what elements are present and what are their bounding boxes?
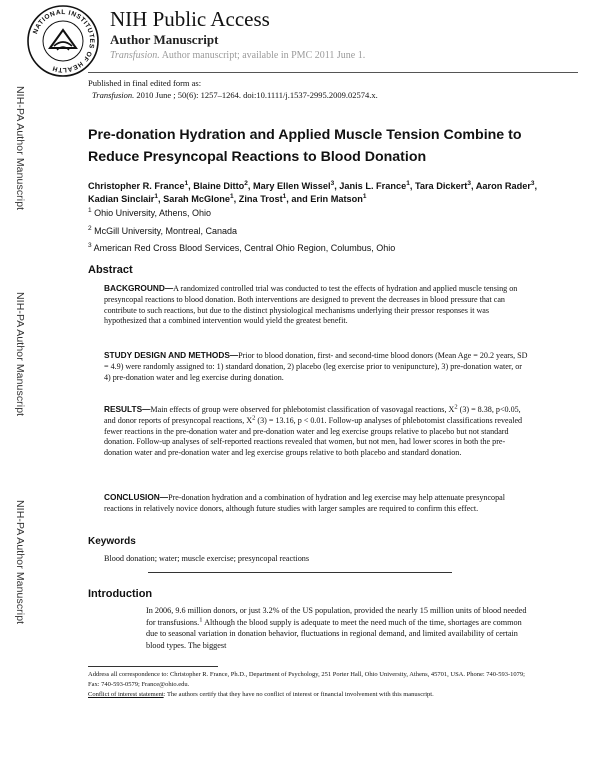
correspondence-footnote: Address all correspondence to: Christopher R. France, Ph.D., Department of Psychology, 251 Porter Hall, Ohio University, Athens, 45701, USA. Phone: 740-593-1079; Fax: 740-593-0579; France@ohio.edu. <box>88 671 525 688</box>
conflict-footnote: Conflict of interest statement: The authors certify that they have no conflict of interest or financial involvement with this manuscript. <box>88 691 434 698</box>
svg-text:NATIONAL INSTITUTES OF HEALTH: NATIONAL INSTITUTES OF HEALTH <box>32 8 96 74</box>
margin-label-middle: NIH-PA Author Manuscript <box>14 292 26 417</box>
keywords-heading: Keywords <box>88 536 136 547</box>
affiliation: $^3$ American Red Cross Blood Services, Central Ohio Region, Columbus, Ohio <box>88 242 396 253</box>
affiliation: $^1$ Ohio University, Athens, Ohio <box>88 207 212 218</box>
title-line-2: Reduce Presyncopal Reactions to Blood Donation <box>88 149 427 165</box>
footnotes <box>88 670 528 700</box>
author-list: Christopher R. France$^1$, Blaine Ditto$^2$, Mary Ellen Wissel$^3$, Janis L. France$^1$, Tara Dickert$^3$, Aaron Rader$^3$, Kadian Sinclair$^1$, Sarah McGlone$^1$, Zina Trost$^1$, and Erin Matson$^1$ <box>88 179 538 204</box>
keywords-text: Blood donation; water; muscle exercise; presyncopal reactions <box>104 554 310 563</box>
margin-label-bottom: NIH-PA Author Manuscript <box>14 500 26 625</box>
author: Aaron Rader$^3$ <box>475 179 535 191</box>
affiliation: $^2$ McGill University, Montreal, Canada <box>88 225 238 236</box>
abstract-methods: STUDY DESIGN AND METHODS—Prior to blood donation, first- and second-time blood donors (Mean Age = 20.2 years, SD = 4.9) were randomly assigned to: 1) standard donation, 2) placebo (leg exercise prior to venipuncture), 3) pre-donation water, or 4) pre-donation water and leg exercise during donation. <box>104 350 528 382</box>
author: Mary Ellen Wissel$^3$ <box>253 179 335 191</box>
introduction-paragraph: In 2006, 9.6 million donors, or just 3.2% of the US population, provided the nearly 15 million units of blood needed for transfusions.$^1$ Although the blood supply is adequate to meet the need much of the time, shortages are common due to seasonal variation in donation behavior, fluctuations in regional demand, and limited availability of certain blood types. The biggest <box>146 606 527 651</box>
author: Tara Dickert$^3$ <box>414 179 471 191</box>
title-line-1: Pre-donation Hydration and Applied Muscle Tension Combine to <box>88 127 522 143</box>
manuscript-availability-note: Transfusion. Author manuscript; available in PMC 2011 June 1. <box>110 50 366 61</box>
nih-header <box>18 4 578 76</box>
citation: Transfusion. 2010 June ; 50(6): 1257–1264. doi:10.1111/j.1537-2995.2009.02574.x. <box>92 90 378 100</box>
author: Christopher R. France$^1$ <box>88 179 189 191</box>
author: Zina Trost$^1$ <box>238 192 287 204</box>
author: Erin Matson$^1$ <box>310 192 367 204</box>
publication-info <box>88 77 378 101</box>
author: Blaine Ditto$^2$ <box>193 179 248 191</box>
author: Sarah McGlone$^1$ <box>163 192 234 204</box>
author: Kadian Sinclair$^1$ <box>88 192 159 204</box>
article-title <box>88 124 556 168</box>
footnote-rule <box>88 666 218 667</box>
introduction-heading: Introduction <box>88 588 153 600</box>
abstract-heading: Abstract <box>88 264 133 276</box>
author-manuscript-label: Author Manuscript <box>110 32 219 47</box>
abstract-background: BACKGROUND—A randomized controlled trial was conducted to test the effects of hydration and applied muscle tensing on presyncopal reactions to blood donation. Both interventions are designed to prevent the decreases in blood pressure that can contribute to such reactions, but due to the distinct physiological mechanisms underlying their pressor responses it was hypothesized that a combined intervention would yield the greatest benefit. <box>104 283 518 326</box>
published-in-label: Published in final edited form as: <box>88 78 202 88</box>
author: Janis L. France$^1$ <box>339 179 410 191</box>
abstract-conclusion: CONCLUSION—Pre-donation hydration and a combination of hydration and leg exercise may help attenuate presyncopal reactions in relatively novice donors, although future studies with larger samples are required to confirm this effect. <box>104 492 505 513</box>
keywords-rule <box>148 572 452 573</box>
nih-public-access-title: NIH Public Access <box>110 7 270 31</box>
abstract-results: RESULTS—Main effects of group were observed for phlebotomist classification of vasovagal reactions, $X^2$ (3) = 8.38, p<0.05, and donor reports of presyncopal reactions, $X^2$ (3) = 13.16, p < 0.01. Follow-up analyses of phlebotomist classifications revealed fewer reactions in the pre-donation water and pre-donation water and leg exercise groups relative to placebo but not standard donation. Follow-up analyses of self-reported reactions revealed that women, but not men, had lower scores in both the pre-donation water and pre-donation water and leg exercise groups relative to both placebo and standard donation. <box>104 403 523 458</box>
margin-label-top: NIH-PA Author Manuscript <box>14 86 26 211</box>
nih-seal-logo <box>26 4 100 78</box>
header-rule <box>88 72 578 73</box>
